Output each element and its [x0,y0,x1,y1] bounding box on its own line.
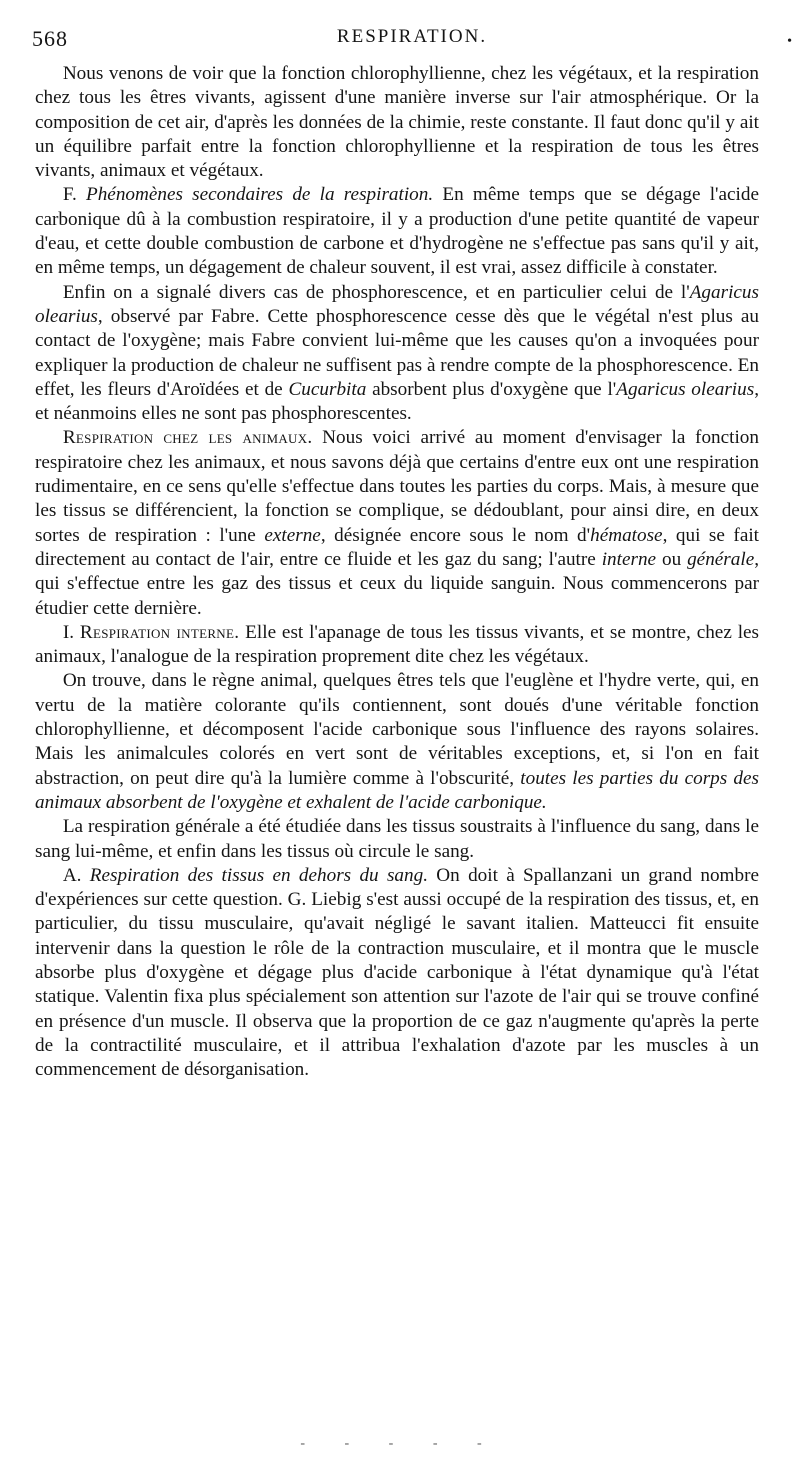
paragraph-equilibrium: Nous venons de voir que la fonction chlorophyllienne, chez les végétaux, et la respiration chez tous les êtres vivants, agissent d'une manière inverse sur l'air atmosphérique. Or la composition de cet air, d'après les données de la chimie, reste constante. Il faut donc qu'il y ait un équilibre parfait entre la fonction chlorophyllienne et la respiration de tous les êtres vivants, animaux et végétaux. [35,63,759,182]
text-run: , qui se fait directement au contact de l'air, entre ce fluide et les gaz du sang; l'autre [35,524,759,570]
paragraph-phosphorescence [35,281,759,427]
paragraph-body: On doit à Spallanzani un grand nombre d'expériences sur cette question. G. Liebig s'est aussi occupé de la respiration des tissus, et, en particulier, du tissu musculaire, qu'avait négligé le savant italien. Matteucci fit ensuite intervenir dans la question le rôle de la contraction musculaire, et il montra que le muscle absorbe plus d'oxygène et dégage plus d'acide carbonique à l'état dynamique qu'à l'état statique. Valentin fixa plus spécialement son attention sur l'azote de l'air qui se trouve confiné en présence d'un muscle. Il observa que la proportion de ce gaz n'augmente qu'après la perte de la contractilité musculaire, et il attribua l'exhalation d'azote par les muscles à un commencement de désorganisation. [35,864,759,1081]
section-title: Phénomènes secondaires de la respiration. [85,184,434,206]
paragraph-secondary-phenomena [35,183,759,280]
text-run: absorbent plus d'oxygène que l' [366,378,617,400]
paragraph-internal-respiration [35,621,759,670]
section-heading: Respiration chez les animaux. [62,427,313,449]
section-heading: Respiration interne. [79,621,240,643]
emphasis: interne [601,548,657,570]
paragraph-animal-respiration [35,426,759,620]
running-head: RESPIRATION. [336,26,488,47]
emphasis: externe [264,524,321,546]
text-run: , observé par Fabre. Cette phosphorescence cesse dès que le végétal n'est plus au contact de l'oxygène; mais Fabre convient lui-même que les causes qu'on a invoquées pour expliquer la production de chaleur ne suffisent pas à rendre compte de la phosphorescence. En effet, les fleurs d'Aroïdées et de [35,305,759,400]
genus-name: Cucurbita [288,378,367,400]
emphasis: générale [687,548,755,570]
paragraph-body: En même temps que se dégage l'acide carbonique dû à la combustion respiratoire, il y a production d'une petite quantité de vapeur d'eau, et cette double combustion de carbone et d'hydrogène ne s'effectue pas sans qu'il y ait, en même temps, un dégagement de chaleur souvent, il est vrai, assez difficile à constater. [35,184,759,279]
paragraph-animal-kingdom [35,669,759,815]
section-letter: F. [62,184,86,206]
body-text [35,62,759,1082]
section-title: Respiration des tissus en dehors du sang. [89,864,428,886]
species-name: Agaricus olearius [616,378,755,400]
footer-marks: - - - - - [300,1436,500,1451]
text-run: , qui s'effectue entre les gaz des tissus et ceux du liquide sanguin. Nous commencerons par étudier cette dernière. [35,548,760,619]
emphasis: hématose [590,524,663,546]
paragraph-body: Elle est l'apanage de tous les tissus vivants, et se montre, chez les animaux, l'analogue de la respiration proprement dite chez les végétaux. [35,621,760,668]
species-name: Agaricus olearius [35,281,759,327]
text-run: Nous voici arrivé au moment d'envisager la fonction respiratoire chez les animaux, et nous savons déjà que certains d'entre eux ont une respiration rudimentaire, en ce sens qu'elle s'effectue dans toutes les parties du corps. Mais, à mesure que les tissus se différencient, la fonction se complique, se dédoublant, pour ainsi dire, en deux sortes de respiration : l'une [35,427,759,546]
text-run: On trouve, dans le règne animal, quelques êtres tels que l'euglène et l'hydre verte, qui, en vertu de la matière colorante qu'ils contiennent, sont doués d'une véritable fonction chlorophyllienne, et décomposent l'acide carbonique sous l'influence des rayons solaires. Mais les animalcules colorés en vert sont de véritables exceptions, et, si l'on en fait abstraction, on peut dire qu'à la lumière comme à l'obscurité, [35,670,759,789]
paragraph-general-respiration: La respiration générale a été étudiée dans les tissus soustraits à l'influence du sang, dans le sang lui-même, et enfin dans les tissus où circule le sang. [35,816,759,862]
corner-mark: • [787,34,792,49]
emphasis: toutes les parties du corps des animaux absorbent de l'oxygène et exhalent de l'acide carbonique. [35,767,759,813]
page-header [32,26,792,60]
section-number: I. [62,621,80,643]
section-letter: A. [62,864,90,886]
text-run: Enfin on a signalé divers cas de phosphorescence, et en particulier celui de l' [62,281,690,303]
page-number: 568 [32,26,68,51]
text-run: , désignée encore sous le nom d' [320,524,591,546]
text-run: , et néanmoins elles ne sont pas phosphorescentes. [35,378,759,425]
text-run: ou [656,548,688,570]
paragraph-tissue-respiration [35,864,759,1083]
